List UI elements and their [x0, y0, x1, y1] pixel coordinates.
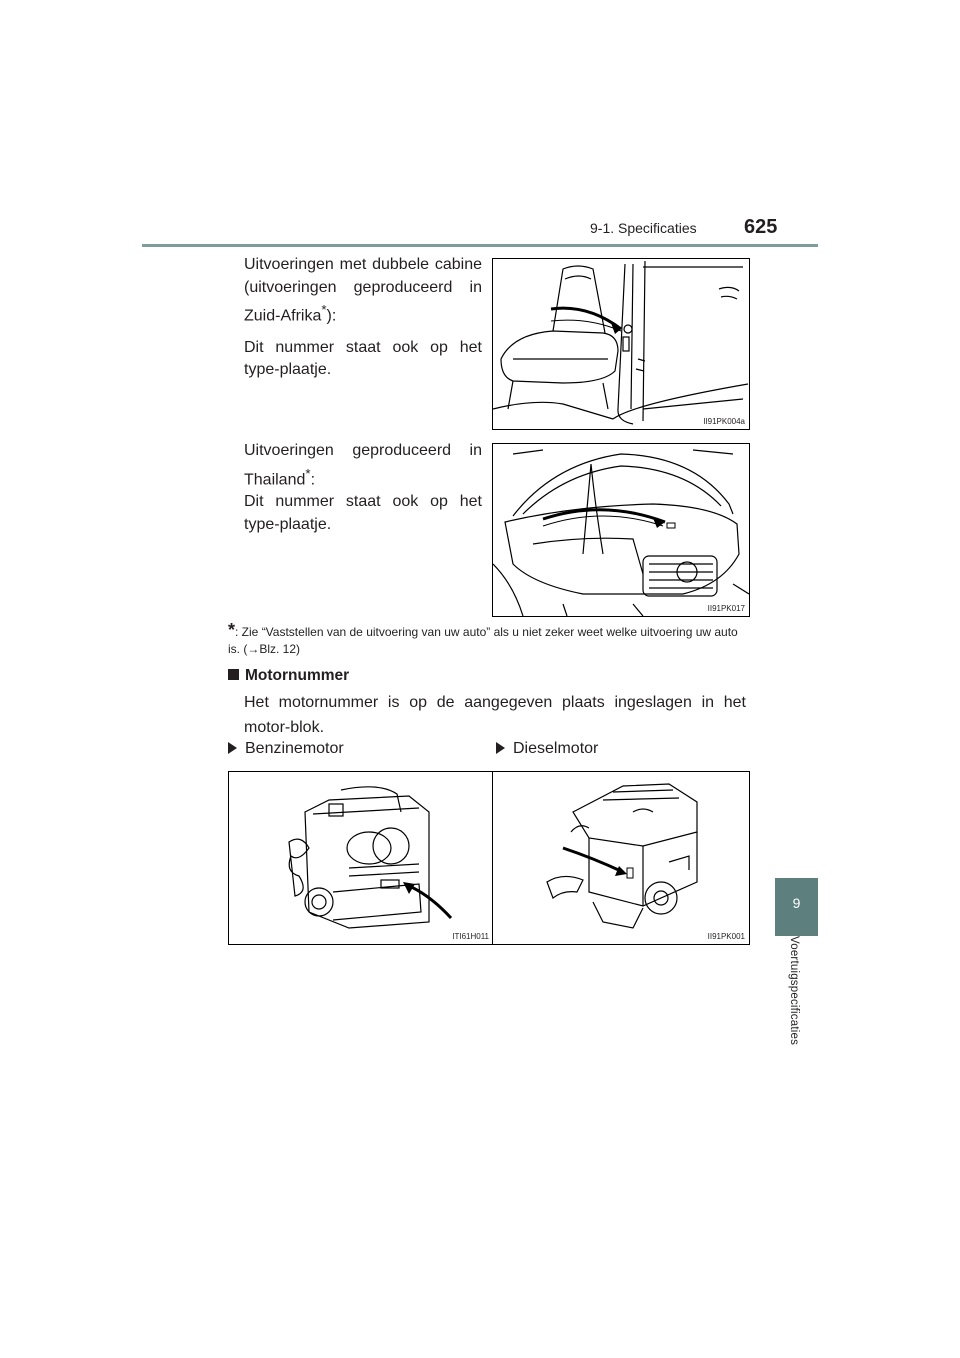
- chapter-tab[interactable]: 9: [775, 878, 818, 936]
- block-2-paragraph-2: Dit nummer staat ook op het type-plaatje.: [244, 493, 482, 533]
- figure-open-hood: [492, 443, 750, 617]
- section-title-header: 9-1. Specificaties: [590, 220, 697, 236]
- footnote: [228, 622, 748, 658]
- triangle-bullet-icon: [496, 742, 505, 754]
- arrow-icon: →: [247, 642, 260, 656]
- block-2-paragraph-1: Uitvoeringen geproduceerd in Thailand*:: [244, 442, 482, 488]
- text-block-double-cabin: [244, 254, 482, 391]
- chapter-label: Voertuigspecificaties: [788, 936, 800, 1046]
- figure-petrol-engine: [228, 771, 494, 945]
- header-divider: [142, 244, 818, 247]
- footnote-star: *: [305, 465, 311, 481]
- section-heading-motornummer: Motornummer: [228, 667, 349, 685]
- open-hood-illustration: [493, 444, 749, 616]
- block-1-paragraph-1: Uitvoeringen met dubbele cabine (uitvoeringen geproduceerd in Zuid-Afrika*):: [244, 256, 482, 325]
- figure-code: II91PK017: [707, 604, 745, 613]
- variant-label-petrol: Benzinemotor: [228, 740, 344, 758]
- page-number: 625: [744, 216, 778, 238]
- square-bullet-icon: [228, 669, 239, 680]
- footnote-marker: *: [228, 620, 236, 640]
- figure-diesel-engine: [492, 771, 750, 945]
- figure-code: II91PK001: [707, 932, 745, 941]
- diesel-engine-illustration: [493, 772, 749, 944]
- footnote-text: : Zie “Vaststellen van de uitvoering van uw auto” als u niet zeker weet welke uitvoering uw auto is. (: [228, 625, 738, 656]
- figure-code: II91PK004a: [703, 417, 745, 426]
- variant-label-diesel: Dieselmotor: [496, 740, 598, 758]
- triangle-bullet-icon: [228, 742, 237, 754]
- figure-door-pillar: [492, 258, 750, 430]
- footnote-star: *: [321, 302, 327, 317]
- text-block-thailand: [244, 440, 482, 545]
- section-body-motornummer: Het motornummer is op de aangegeven plaats ingeslagen in het motor-blok.: [244, 694, 746, 736]
- block-1-paragraph-2: Dit nummer staat ook op het type-plaatje.: [244, 338, 482, 379]
- figure-code: ITI61H011: [452, 932, 489, 941]
- footnote-page-ref: Blz. 12): [259, 642, 301, 656]
- door-pillar-illustration: [493, 259, 749, 429]
- petrol-engine-illustration: [229, 772, 493, 944]
